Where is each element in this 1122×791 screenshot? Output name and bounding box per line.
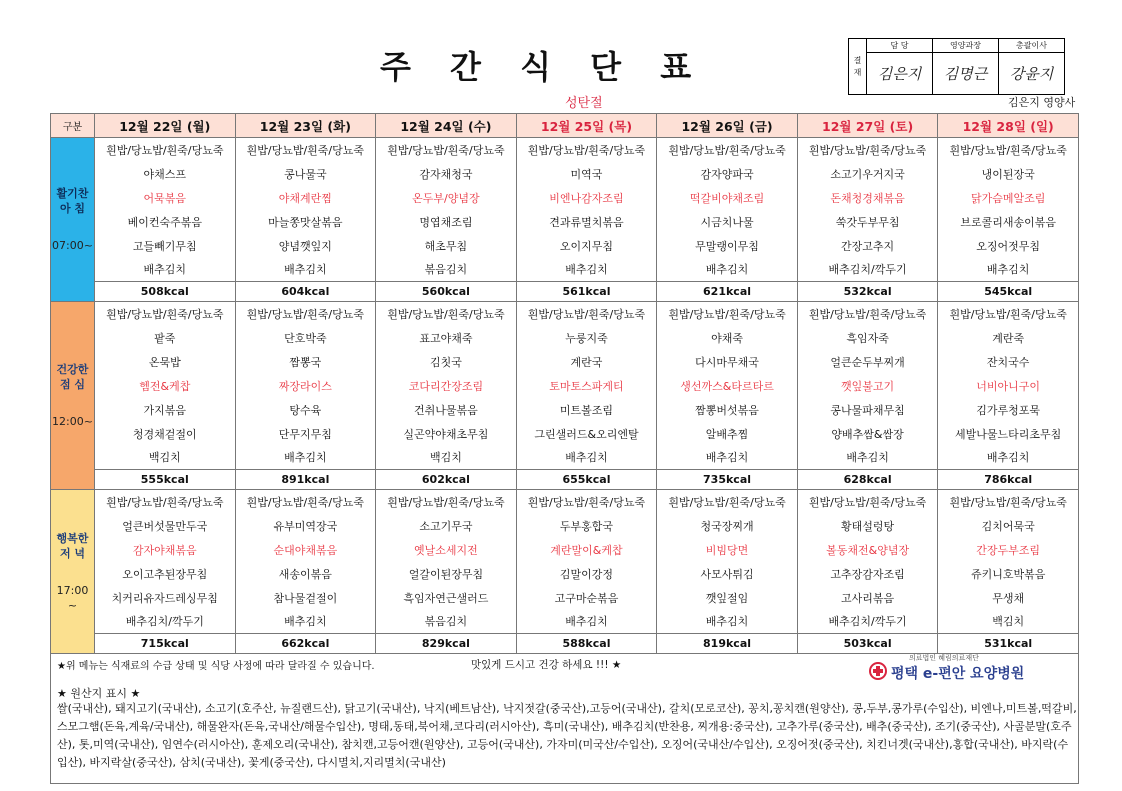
menu-item: 흑임자연근샐러드 xyxy=(376,586,517,610)
menu-item: 배추김치 xyxy=(938,446,1079,470)
menu-item: 볼동채전&양념장 xyxy=(797,538,938,562)
day-header: 12월 22일 (월) xyxy=(95,114,236,138)
menu-item: 감자채청국 xyxy=(376,162,517,186)
menu-item: 새송이볶음 xyxy=(235,562,376,586)
menu-item: 얼갈이된장무침 xyxy=(376,562,517,586)
kcal-value: 508kcal xyxy=(95,282,236,302)
menu-item: 간장고추지 xyxy=(797,234,938,258)
menu-item: 오이고추된장무침 xyxy=(95,562,236,586)
menu-row xyxy=(51,374,1079,398)
menu-item: 배추김치 xyxy=(657,258,798,282)
meal-label xyxy=(51,302,95,490)
header-row xyxy=(51,114,1079,138)
kcal-value: 560kcal xyxy=(376,282,517,302)
menu-item: 흰밥/당뇨밥/흰죽/당뇨죽 xyxy=(95,138,236,162)
menu-item: 팥죽 xyxy=(95,326,236,350)
menu-item: 배추김치 xyxy=(516,446,657,470)
kcal-value: 604kcal xyxy=(235,282,376,302)
menu-item: 감자양파국 xyxy=(657,162,798,186)
menu-table xyxy=(50,113,1079,654)
menu-item: 청국장찌개 xyxy=(657,514,798,538)
menu-item: 야채스프 xyxy=(95,162,236,186)
menu-item: 김칫국 xyxy=(376,350,517,374)
approval-side-label: 결 재 xyxy=(849,39,867,95)
menu-item: 알배추찜 xyxy=(657,422,798,446)
hospital-cross-icon xyxy=(869,662,887,680)
kcal-value: 628kcal xyxy=(797,470,938,490)
menu-item: 소고기우거지국 xyxy=(797,162,938,186)
approval-box xyxy=(848,38,1065,95)
greeting-text: 맛있게 드시고 건강 하세요 !!! ★ xyxy=(471,659,622,671)
menu-item: 세발나물느타리초무침 xyxy=(938,422,1079,446)
menu-item: 흰밥/당뇨밥/흰죽/당뇨죽 xyxy=(657,490,798,514)
menu-item: 계란말이&케찹 xyxy=(516,538,657,562)
kcal-value: 545kcal xyxy=(938,282,1079,302)
meal-label xyxy=(51,490,95,654)
menu-item: 탕수육 xyxy=(235,398,376,422)
holiday-note: 성탄절 xyxy=(565,96,603,111)
menu-item: 시금치나물 xyxy=(657,210,798,234)
menu-row xyxy=(51,490,1079,514)
menu-item: 배추김치 xyxy=(797,446,938,470)
menu-item: 그린샐러드&오리엔탈 xyxy=(516,422,657,446)
kcal-value: 715kcal xyxy=(95,634,236,654)
hospital-name: 평택 e-편안 요양병원 xyxy=(891,666,1025,682)
menu-item: 단무지무침 xyxy=(235,422,376,446)
menu-item: 배추김치 xyxy=(516,610,657,634)
menu-row xyxy=(51,350,1079,374)
menu-item: 코다리간장조림 xyxy=(376,374,517,398)
menu-item: 명엽채조림 xyxy=(376,210,517,234)
menu-item: 흑임자죽 xyxy=(797,326,938,350)
menu-item: 흰밥/당뇨밥/흰죽/당뇨죽 xyxy=(376,138,517,162)
menu-item: 옛날소세지전 xyxy=(376,538,517,562)
menu-item: 닭가슴메알조림 xyxy=(938,186,1079,210)
menu-item: 배추김치/깍두기 xyxy=(95,610,236,634)
menu-item: 소고기무국 xyxy=(376,514,517,538)
menu-row xyxy=(51,162,1079,186)
menu-item: 비엔나감자조림 xyxy=(516,186,657,210)
menu-item: 냉이된장국 xyxy=(938,162,1079,186)
menu-item: 깻잎절임 xyxy=(657,586,798,610)
menu-row xyxy=(51,258,1079,282)
meal-name: 건강한 점 심 xyxy=(56,363,89,391)
menu-item: 어묵볶음 xyxy=(95,186,236,210)
kcal-value: 503kcal xyxy=(797,634,938,654)
menu-item: 깻잎불고기 xyxy=(797,374,938,398)
menu-item: 단호박죽 xyxy=(235,326,376,350)
menu-item: 짬뽕국 xyxy=(235,350,376,374)
menu-row xyxy=(51,562,1079,586)
kcal-value: 531kcal xyxy=(938,634,1079,654)
menu-item: 미트볼조림 xyxy=(516,398,657,422)
menu-row xyxy=(51,210,1079,234)
menu-item: 배추김치 xyxy=(938,258,1079,282)
menu-item: 얼큰순두부찌개 xyxy=(797,350,938,374)
meal-name: 활기찬 아 침 xyxy=(56,187,89,215)
hospital-logo xyxy=(869,653,1079,681)
menu-item: 흰밥/당뇨밥/흰죽/당뇨죽 xyxy=(938,490,1079,514)
day-header: 12월 23일 (화) xyxy=(235,114,376,138)
menu-item: 야채계란찜 xyxy=(235,186,376,210)
menu-item: 미역국 xyxy=(516,162,657,186)
menu-item: 흰밥/당뇨밥/흰죽/당뇨죽 xyxy=(938,302,1079,326)
menu-item: 김말이강정 xyxy=(516,562,657,586)
signature: 김명근 xyxy=(933,53,999,95)
menu-item: 오이지무침 xyxy=(516,234,657,258)
menu-item: 흰밥/당뇨밥/흰죽/당뇨죽 xyxy=(95,302,236,326)
menu-item: 흰밥/당뇨밥/흰죽/당뇨죽 xyxy=(657,138,798,162)
menu-item: 오징어젓무침 xyxy=(938,234,1079,258)
meal-time: 07:00~ xyxy=(52,239,93,252)
menu-item: 고사리볶음 xyxy=(797,586,938,610)
menu-item: 돈채청경채볶음 xyxy=(797,186,938,210)
origin-text: 쌀(국내산), 돼지고기(국내산), 소고기(호주산, 뉴질랜드산), 닭고기(국내산), 낙지(베트남산), 낙지젓갈(중국산),고등어(국내산), 갈치(모로코산), 꽁치,꽁치캔(원양산), 콩,두부,콩가루(수입산), 비엔나,미트볼,떡갈비,스모그햄(돈육,계육/국내산), 해물완자(돈육,국내산/해물수입산), 명태,동태,북어채,코다리(러시아산), 흑미(국내산), 배추김치(반찬용, 찌개용:중국산), 고추가루(중국산), 배추(중국산), 조기(중국산), 사골분말(호주산), 톳,미역(국내산), 임연수(러시아산), 훈제오리(국내산), 참치캔,고등어캔(원양산), 고등어(국내산), 가자미(미국산/수입산), 오징어(국내산/수입산), 오징어젓(중국산), 치킨너겟(국내산),홍합(국내산), 바지락(수입산), 바지락살(중국산), 삼치(국내산), 꽃게(중국산), 다시멸치,지리멸치(국내산) xyxy=(57,702,1077,769)
day-header: 12월 24일 (수) xyxy=(376,114,517,138)
menu-item: 건취나물볶음 xyxy=(376,398,517,422)
menu-item: 쑥갓두부무침 xyxy=(797,210,938,234)
signature: 김은지 xyxy=(867,53,933,95)
menu-item: 배추김치 xyxy=(235,446,376,470)
menu-item: 감자야채볶음 xyxy=(95,538,236,562)
kcal-row xyxy=(51,470,1079,490)
menu-item: 흰밥/당뇨밥/흰죽/당뇨죽 xyxy=(95,490,236,514)
day-header: 12월 25일 (목) xyxy=(516,114,657,138)
kcal-value: 735kcal xyxy=(657,470,798,490)
kcal-value: 602kcal xyxy=(376,470,517,490)
menu-item: 짬뽕버섯볶음 xyxy=(657,398,798,422)
menu-row xyxy=(51,302,1079,326)
menu-item: 백김치 xyxy=(95,446,236,470)
menu-row xyxy=(51,234,1079,258)
menu-row xyxy=(51,538,1079,562)
menu-item: 배추김치 xyxy=(235,258,376,282)
menu-item: 잔치국수 xyxy=(938,350,1079,374)
gubun-header: 구분 xyxy=(51,114,95,138)
day-header: 12월 26일 (금) xyxy=(657,114,798,138)
menu-item: 흰밥/당뇨밥/흰죽/당뇨죽 xyxy=(516,138,657,162)
menu-item: 순대야채볶음 xyxy=(235,538,376,562)
menu-item: 흰밥/당뇨밥/흰죽/당뇨죽 xyxy=(235,490,376,514)
menu-item: 마늘쫑맛살볶음 xyxy=(235,210,376,234)
day-header: 12월 27일 (토) xyxy=(797,114,938,138)
menu-item: 고들빼기무침 xyxy=(95,234,236,258)
menu-item: 토마토스파게티 xyxy=(516,374,657,398)
menu-item: 다시마무채국 xyxy=(657,350,798,374)
menu-item: 사모사튀김 xyxy=(657,562,798,586)
meal-name: 행복한 저 녁 xyxy=(56,531,89,560)
menu-item: 계란죽 xyxy=(938,326,1079,350)
menu-item: 헴전&케찹 xyxy=(95,374,236,398)
kcal-value: 786kcal xyxy=(938,470,1079,490)
menu-item: 고구마순볶음 xyxy=(516,586,657,610)
menu-item: 배추김치 xyxy=(657,610,798,634)
menu-row xyxy=(51,326,1079,350)
menu-item: 흰밥/당뇨밥/흰죽/당뇨죽 xyxy=(797,138,938,162)
kcal-value: 891kcal xyxy=(235,470,376,490)
menu-item: 백김치 xyxy=(938,610,1079,634)
meal-time: 12:00~ xyxy=(52,415,93,428)
menu-row xyxy=(51,186,1079,210)
kcal-row xyxy=(51,282,1079,302)
menu-item: 계란국 xyxy=(516,350,657,374)
kcal-value: 588kcal xyxy=(516,634,657,654)
menu-item: 볶음김치 xyxy=(376,258,517,282)
menu-item: 얼큰버섯물만두국 xyxy=(95,514,236,538)
menu-item: 무말랭이무침 xyxy=(657,234,798,258)
menu-item: 무생채 xyxy=(938,586,1079,610)
menu-item: 참나물겉절이 xyxy=(235,586,376,610)
menu-item: 누룽지죽 xyxy=(516,326,657,350)
kcal-value: 621kcal xyxy=(657,282,798,302)
menu-item: 온두부/양념장 xyxy=(376,186,517,210)
kcal-value: 829kcal xyxy=(376,634,517,654)
menu-item: 쥬키니호박볶음 xyxy=(938,562,1079,586)
day-header: 12월 28일 (일) xyxy=(938,114,1079,138)
menu-item: 해초무침 xyxy=(376,234,517,258)
menu-item: 견과류멸치볶음 xyxy=(516,210,657,234)
page-title: 주 간 식 단 표 xyxy=(380,48,706,86)
menu-item: 간장두부조림 xyxy=(938,538,1079,562)
menu-item: 황태설렁탕 xyxy=(797,514,938,538)
menu-item: 볶음김치 xyxy=(376,610,517,634)
menu-row xyxy=(51,514,1079,538)
menu-item: 흰밥/당뇨밥/흰죽/당뇨죽 xyxy=(235,138,376,162)
menu-item: 온묵밥 xyxy=(95,350,236,374)
menu-item: 짜장라이스 xyxy=(235,374,376,398)
kcal-value: 561kcal xyxy=(516,282,657,302)
kcal-value: 819kcal xyxy=(657,634,798,654)
kcal-value: 532kcal xyxy=(797,282,938,302)
menu-item: 야채죽 xyxy=(657,326,798,350)
meal-label xyxy=(51,138,95,302)
meal-time: 17:00 ~ xyxy=(56,583,89,612)
footer xyxy=(50,651,1079,784)
menu-item: 흰밥/당뇨밥/흰죽/당뇨죽 xyxy=(516,490,657,514)
menu-item: 배추김치/깍두기 xyxy=(797,258,938,282)
menu-item: 김가루청포묵 xyxy=(938,398,1079,422)
dietitian-name: 김은지 영양사 xyxy=(1008,96,1076,109)
menu-item: 치커리유자드레싱무침 xyxy=(95,586,236,610)
approval-header: 담 당 xyxy=(867,39,933,53)
menu-item: 흰밥/당뇨밥/흰죽/당뇨죽 xyxy=(235,302,376,326)
menu-item: 흰밥/당뇨밥/흰죽/당뇨죽 xyxy=(657,302,798,326)
menu-item: 표고야채죽 xyxy=(376,326,517,350)
menu-item: 실곤약야채초무침 xyxy=(376,422,517,446)
menu-item: 너비아니구이 xyxy=(938,374,1079,398)
menu-item: 양배추쌈&쌈장 xyxy=(797,422,938,446)
menu-row xyxy=(51,446,1079,470)
menu-item: 양념깻잎지 xyxy=(235,234,376,258)
menu-item: 흰밥/당뇨밥/흰죽/당뇨죽 xyxy=(797,302,938,326)
approval-header: 영양과장 xyxy=(933,39,999,53)
menu-row xyxy=(51,586,1079,610)
menu-item: 비빔당면 xyxy=(657,538,798,562)
menu-item: 백김치 xyxy=(376,446,517,470)
menu-item: 청경채겉절이 xyxy=(95,422,236,446)
menu-item: 흰밥/당뇨밥/흰죽/당뇨죽 xyxy=(797,490,938,514)
menu-item: 두부홍합국 xyxy=(516,514,657,538)
menu-row xyxy=(51,610,1079,634)
signature: 강윤지 xyxy=(999,53,1065,95)
menu-item: 배추김치 xyxy=(235,610,376,634)
kcal-value: 662kcal xyxy=(235,634,376,654)
menu-item: 배추김치 xyxy=(516,258,657,282)
menu-item: 배추김치/깍두기 xyxy=(797,610,938,634)
menu-item: 배추김치 xyxy=(95,258,236,282)
menu-row xyxy=(51,398,1079,422)
menu-row xyxy=(51,422,1079,446)
kcal-value: 555kcal xyxy=(95,470,236,490)
approval-header: 총괄이사 xyxy=(999,39,1065,53)
menu-item: 김치어묵국 xyxy=(938,514,1079,538)
menu-item: 흰밥/당뇨밥/흰죽/당뇨죽 xyxy=(376,490,517,514)
menu-item: 베이컨숙주볶음 xyxy=(95,210,236,234)
menu-item: 브로콜리새송이볶음 xyxy=(938,210,1079,234)
notice-text: ★위 메뉴는 식재료의 수급 상태 및 식당 사정에 따라 달라질 수 있습니다. xyxy=(57,661,375,672)
menu-item: 고추장감자조림 xyxy=(797,562,938,586)
hospital-subtitle: 의료법인 혜림의료재단 xyxy=(909,654,979,662)
menu-item: 흰밥/당뇨밥/흰죽/당뇨죽 xyxy=(938,138,1079,162)
menu-item: 콩나물파채무침 xyxy=(797,398,938,422)
menu-item: 가지볶음 xyxy=(95,398,236,422)
menu-row xyxy=(51,138,1079,162)
origin-title: ★ 원산지 표시 ★ xyxy=(57,687,141,700)
menu-item: 유부미역장국 xyxy=(235,514,376,538)
menu-item: 콩나물국 xyxy=(235,162,376,186)
menu-item: 흰밥/당뇨밥/흰죽/당뇨죽 xyxy=(516,302,657,326)
menu-item: 떡갈비야채조림 xyxy=(657,186,798,210)
kcal-value: 655kcal xyxy=(516,470,657,490)
menu-item: 배추김치 xyxy=(657,446,798,470)
menu-item: 생선까스&타르타르 xyxy=(657,374,798,398)
menu-item: 흰밥/당뇨밥/흰죽/당뇨죽 xyxy=(376,302,517,326)
